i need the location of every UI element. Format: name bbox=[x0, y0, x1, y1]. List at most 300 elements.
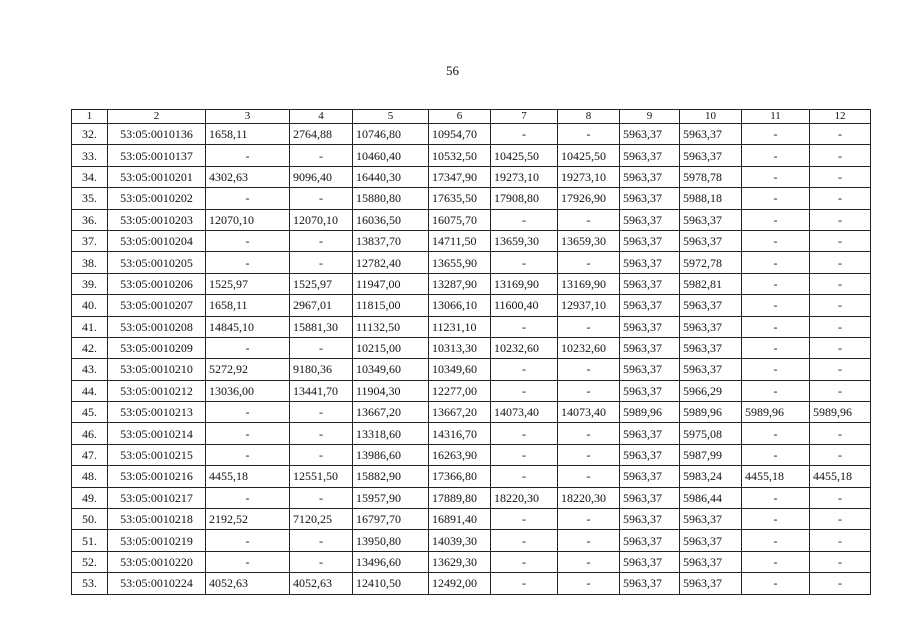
value-cell: 5963,37 bbox=[680, 209, 742, 230]
value-cell: 10215,00 bbox=[353, 337, 429, 358]
value-cell: - bbox=[290, 188, 353, 209]
table-row bbox=[72, 316, 871, 337]
value-cell: - bbox=[810, 295, 871, 316]
value-cell: 11904,30 bbox=[353, 380, 429, 401]
table-row bbox=[72, 380, 871, 401]
value-cell: 5963,37 bbox=[620, 423, 680, 444]
value-cell: 5963,37 bbox=[680, 551, 742, 572]
table-row bbox=[72, 402, 871, 423]
value-cell: 16891,40 bbox=[429, 509, 491, 530]
value-cell: 10232,60 bbox=[558, 337, 620, 358]
data-table bbox=[71, 109, 871, 595]
page-number: 56 bbox=[446, 63, 459, 78]
value-cell: - bbox=[206, 402, 290, 423]
value-cell: 11231,10 bbox=[429, 316, 491, 337]
value-cell: 5963,37 bbox=[620, 573, 680, 594]
value-cell: 10460,40 bbox=[353, 145, 429, 166]
cadastral-number-cell: 53:05:0010216 bbox=[108, 466, 206, 487]
table-row bbox=[72, 230, 871, 251]
row-number-cell: 46. bbox=[72, 423, 108, 444]
value-cell: - bbox=[742, 295, 810, 316]
value-cell: - bbox=[558, 380, 620, 401]
cadastral-number-cell: 53:05:0010210 bbox=[108, 359, 206, 380]
value-cell: - bbox=[810, 252, 871, 273]
value-cell: - bbox=[491, 551, 558, 572]
value-cell: 17908,80 bbox=[491, 188, 558, 209]
value-cell: - bbox=[558, 423, 620, 444]
table-header-row bbox=[72, 110, 871, 124]
table-row bbox=[72, 487, 871, 508]
value-cell: 10425,50 bbox=[491, 145, 558, 166]
value-cell: 10954,70 bbox=[429, 124, 491, 145]
value-cell: 5986,44 bbox=[680, 487, 742, 508]
value-cell: 5963,37 bbox=[680, 509, 742, 530]
table-row bbox=[72, 188, 871, 209]
value-cell: 12551,50 bbox=[290, 466, 353, 487]
value-cell: - bbox=[742, 359, 810, 380]
table-row bbox=[72, 273, 871, 294]
value-cell: 12492,00 bbox=[429, 573, 491, 594]
value-cell: 15882,90 bbox=[353, 466, 429, 487]
value-cell: 5963,37 bbox=[620, 509, 680, 530]
row-number-cell: 48. bbox=[72, 466, 108, 487]
value-cell: 13667,20 bbox=[429, 402, 491, 423]
value-cell: - bbox=[558, 466, 620, 487]
value-cell: - bbox=[742, 444, 810, 465]
cadastral-number-cell: 53:05:0010202 bbox=[108, 188, 206, 209]
value-cell: - bbox=[742, 530, 810, 551]
value-cell: 17635,50 bbox=[429, 188, 491, 209]
value-cell: - bbox=[742, 380, 810, 401]
column-header: 1 bbox=[72, 110, 108, 124]
value-cell: 11947,00 bbox=[353, 273, 429, 294]
value-cell: - bbox=[206, 252, 290, 273]
value-cell: - bbox=[206, 530, 290, 551]
table-row bbox=[72, 124, 871, 145]
value-cell: - bbox=[491, 509, 558, 530]
row-number-cell: 50. bbox=[72, 509, 108, 530]
cadastral-number-cell: 53:05:0010213 bbox=[108, 402, 206, 423]
column-header: 9 bbox=[620, 110, 680, 124]
column-header: 7 bbox=[491, 110, 558, 124]
value-cell: 5963,37 bbox=[620, 466, 680, 487]
value-cell: 18220,30 bbox=[491, 487, 558, 508]
value-cell: 13169,90 bbox=[491, 273, 558, 294]
value-cell: 5963,37 bbox=[680, 573, 742, 594]
value-cell: - bbox=[742, 188, 810, 209]
value-cell: 10349,60 bbox=[429, 359, 491, 380]
value-cell: - bbox=[558, 359, 620, 380]
value-cell: 5972,78 bbox=[680, 252, 742, 273]
cadastral-number-cell: 53:05:0010205 bbox=[108, 252, 206, 273]
value-cell: 7120,25 bbox=[290, 509, 353, 530]
value-cell: - bbox=[810, 487, 871, 508]
value-cell: - bbox=[206, 337, 290, 358]
value-cell: 12410,50 bbox=[353, 573, 429, 594]
value-cell: 13496,60 bbox=[353, 551, 429, 572]
value-cell: - bbox=[742, 337, 810, 358]
value-cell: 1658,11 bbox=[206, 295, 290, 316]
value-cell: - bbox=[290, 402, 353, 423]
value-cell: 5963,37 bbox=[620, 209, 680, 230]
row-number-cell: 52. bbox=[72, 551, 108, 572]
value-cell: - bbox=[206, 487, 290, 508]
value-cell: 5963,37 bbox=[620, 444, 680, 465]
value-cell: - bbox=[206, 230, 290, 251]
cadastral-number-cell: 53:05:0010215 bbox=[108, 444, 206, 465]
row-number-cell: 45. bbox=[72, 402, 108, 423]
value-cell: - bbox=[206, 551, 290, 572]
value-cell: 14039,30 bbox=[429, 530, 491, 551]
value-cell: 17926,90 bbox=[558, 188, 620, 209]
value-cell: - bbox=[290, 530, 353, 551]
value-cell: 12070,10 bbox=[290, 209, 353, 230]
value-cell: - bbox=[558, 530, 620, 551]
column-header: 2 bbox=[108, 110, 206, 124]
cadastral-number-cell: 53:05:0010220 bbox=[108, 551, 206, 572]
value-cell: - bbox=[558, 209, 620, 230]
value-cell: 16036,50 bbox=[353, 209, 429, 230]
value-cell: - bbox=[810, 380, 871, 401]
value-cell: - bbox=[742, 252, 810, 273]
cadastral-number-cell: 53:05:0010219 bbox=[108, 530, 206, 551]
value-cell: 17889,80 bbox=[429, 487, 491, 508]
value-cell: 13629,30 bbox=[429, 551, 491, 572]
value-cell: 5963,37 bbox=[680, 145, 742, 166]
value-cell: 14845,10 bbox=[206, 316, 290, 337]
value-cell: 14073,40 bbox=[491, 402, 558, 423]
row-number-cell: 34. bbox=[72, 166, 108, 187]
value-cell: 15881,30 bbox=[290, 316, 353, 337]
value-cell: 5963,37 bbox=[680, 316, 742, 337]
value-cell: 9096,40 bbox=[290, 166, 353, 187]
value-cell: 12782,40 bbox=[353, 252, 429, 273]
value-cell: - bbox=[491, 209, 558, 230]
value-cell: 5978,78 bbox=[680, 166, 742, 187]
value-cell: 5963,37 bbox=[620, 124, 680, 145]
column-header: 6 bbox=[429, 110, 491, 124]
value-cell: - bbox=[206, 444, 290, 465]
value-cell: - bbox=[810, 273, 871, 294]
value-cell: - bbox=[491, 252, 558, 273]
value-cell: 5963,37 bbox=[680, 337, 742, 358]
value-cell: 5963,37 bbox=[620, 166, 680, 187]
value-cell: - bbox=[810, 145, 871, 166]
table-row bbox=[72, 551, 871, 572]
value-cell: - bbox=[290, 551, 353, 572]
value-cell: 13169,90 bbox=[558, 273, 620, 294]
value-cell: 5987,99 bbox=[680, 444, 742, 465]
value-cell: 10425,50 bbox=[558, 145, 620, 166]
value-cell: 11600,40 bbox=[491, 295, 558, 316]
cadastral-number-cell: 53:05:0010212 bbox=[108, 380, 206, 401]
value-cell: 5989,96 bbox=[680, 402, 742, 423]
value-cell: 14073,40 bbox=[558, 402, 620, 423]
value-cell: 15957,90 bbox=[353, 487, 429, 508]
cadastral-number-cell: 53:05:0010204 bbox=[108, 230, 206, 251]
value-cell: - bbox=[810, 230, 871, 251]
value-cell: 5982,81 bbox=[680, 273, 742, 294]
table-row bbox=[72, 145, 871, 166]
value-cell: 10313,30 bbox=[429, 337, 491, 358]
value-cell: - bbox=[810, 359, 871, 380]
value-cell: 5963,37 bbox=[620, 551, 680, 572]
value-cell: - bbox=[810, 124, 871, 145]
value-cell: - bbox=[491, 423, 558, 444]
row-number-cell: 51. bbox=[72, 530, 108, 551]
value-cell: - bbox=[742, 145, 810, 166]
value-cell: 13287,90 bbox=[429, 273, 491, 294]
value-cell: 17347,90 bbox=[429, 166, 491, 187]
value-cell: - bbox=[491, 530, 558, 551]
value-cell: - bbox=[810, 573, 871, 594]
column-header: 11 bbox=[742, 110, 810, 124]
value-cell: - bbox=[742, 209, 810, 230]
value-cell: - bbox=[491, 124, 558, 145]
value-cell: 16075,70 bbox=[429, 209, 491, 230]
column-header: 4 bbox=[290, 110, 353, 124]
value-cell: 9180,36 bbox=[290, 359, 353, 380]
value-cell: 13066,10 bbox=[429, 295, 491, 316]
value-cell: 2967,01 bbox=[290, 295, 353, 316]
column-header: 3 bbox=[206, 110, 290, 124]
value-cell: - bbox=[558, 252, 620, 273]
value-cell: 13659,30 bbox=[558, 230, 620, 251]
column-header: 5 bbox=[353, 110, 429, 124]
value-cell: 16440,30 bbox=[353, 166, 429, 187]
row-number-cell: 42. bbox=[72, 337, 108, 358]
value-cell: - bbox=[206, 188, 290, 209]
row-number-cell: 38. bbox=[72, 252, 108, 273]
row-number-cell: 43. bbox=[72, 359, 108, 380]
table-row bbox=[72, 466, 871, 487]
value-cell: 5963,37 bbox=[680, 124, 742, 145]
cadastral-number-cell: 53:05:0010208 bbox=[108, 316, 206, 337]
value-cell: - bbox=[742, 230, 810, 251]
value-cell: - bbox=[491, 573, 558, 594]
value-cell: - bbox=[742, 124, 810, 145]
row-number-cell: 47. bbox=[72, 444, 108, 465]
value-cell: - bbox=[491, 466, 558, 487]
value-cell: - bbox=[810, 166, 871, 187]
value-cell: 5963,37 bbox=[680, 230, 742, 251]
value-cell: - bbox=[742, 509, 810, 530]
value-cell: - bbox=[810, 444, 871, 465]
value-cell: 5975,08 bbox=[680, 423, 742, 444]
table-row bbox=[72, 444, 871, 465]
value-cell: 5989,96 bbox=[620, 402, 680, 423]
value-cell: 5963,37 bbox=[620, 316, 680, 337]
value-cell: 10232,60 bbox=[491, 337, 558, 358]
value-cell: 4455,18 bbox=[810, 466, 871, 487]
value-cell: 5989,96 bbox=[810, 402, 871, 423]
value-cell: 5963,37 bbox=[620, 188, 680, 209]
cadastral-number-cell: 53:05:0010224 bbox=[108, 573, 206, 594]
value-cell: 4052,63 bbox=[290, 573, 353, 594]
value-cell: - bbox=[290, 252, 353, 273]
row-number-cell: 53. bbox=[72, 573, 108, 594]
value-cell: - bbox=[742, 573, 810, 594]
value-cell: - bbox=[290, 423, 353, 444]
value-cell: 13318,60 bbox=[353, 423, 429, 444]
value-cell: 13441,70 bbox=[290, 380, 353, 401]
value-cell: 15880,80 bbox=[353, 188, 429, 209]
row-number-cell: 41. bbox=[72, 316, 108, 337]
value-cell: - bbox=[810, 509, 871, 530]
value-cell: 16263,90 bbox=[429, 444, 491, 465]
value-cell: 13950,80 bbox=[353, 530, 429, 551]
cadastral-number-cell: 53:05:0010218 bbox=[108, 509, 206, 530]
value-cell: - bbox=[491, 359, 558, 380]
value-cell: 2192,52 bbox=[206, 509, 290, 530]
value-cell: - bbox=[810, 530, 871, 551]
value-cell: - bbox=[558, 444, 620, 465]
value-cell: 14316,70 bbox=[429, 423, 491, 444]
value-cell: 5963,37 bbox=[620, 295, 680, 316]
value-cell: 19273,10 bbox=[558, 166, 620, 187]
value-cell: 1525,97 bbox=[206, 273, 290, 294]
value-cell: 4302,63 bbox=[206, 166, 290, 187]
value-cell: 18220,30 bbox=[558, 487, 620, 508]
value-cell: 5963,37 bbox=[620, 337, 680, 358]
column-header: 8 bbox=[558, 110, 620, 124]
value-cell: 12070,10 bbox=[206, 209, 290, 230]
cadastral-number-cell: 53:05:0010214 bbox=[108, 423, 206, 444]
value-cell: 2764,88 bbox=[290, 124, 353, 145]
value-cell: - bbox=[290, 230, 353, 251]
value-cell: 11132,50 bbox=[353, 316, 429, 337]
value-cell: - bbox=[742, 273, 810, 294]
value-cell: 4052,63 bbox=[206, 573, 290, 594]
value-cell: 13036,00 bbox=[206, 380, 290, 401]
column-header: 10 bbox=[680, 110, 742, 124]
value-cell: - bbox=[742, 166, 810, 187]
value-cell: - bbox=[810, 551, 871, 572]
value-cell: 1525,97 bbox=[290, 273, 353, 294]
value-cell: - bbox=[742, 487, 810, 508]
table-row bbox=[72, 295, 871, 316]
table-row bbox=[72, 359, 871, 380]
value-cell: - bbox=[810, 316, 871, 337]
value-cell: - bbox=[206, 145, 290, 166]
row-number-cell: 35. bbox=[72, 188, 108, 209]
value-cell: 16797,70 bbox=[353, 509, 429, 530]
column-header: 12 bbox=[810, 110, 871, 124]
value-cell: - bbox=[558, 573, 620, 594]
value-cell: 4455,18 bbox=[206, 466, 290, 487]
value-cell: - bbox=[810, 423, 871, 444]
value-cell: 17366,80 bbox=[429, 466, 491, 487]
value-cell: - bbox=[290, 487, 353, 508]
value-cell: - bbox=[491, 380, 558, 401]
value-cell: 5989,96 bbox=[742, 402, 810, 423]
row-number-cell: 33. bbox=[72, 145, 108, 166]
row-number-cell: 32. bbox=[72, 124, 108, 145]
cadastral-number-cell: 53:05:0010209 bbox=[108, 337, 206, 358]
value-cell: - bbox=[206, 423, 290, 444]
row-number-cell: 44. bbox=[72, 380, 108, 401]
row-number-cell: 36. bbox=[72, 209, 108, 230]
value-cell: 5963,37 bbox=[620, 380, 680, 401]
row-number-cell: 40. bbox=[72, 295, 108, 316]
value-cell: 5983,24 bbox=[680, 466, 742, 487]
value-cell: - bbox=[742, 316, 810, 337]
value-cell: 13837,70 bbox=[353, 230, 429, 251]
cadastral-number-cell: 53:05:0010206 bbox=[108, 273, 206, 294]
value-cell: - bbox=[491, 316, 558, 337]
table-row bbox=[72, 209, 871, 230]
value-cell: - bbox=[742, 423, 810, 444]
value-cell: 11815,00 bbox=[353, 295, 429, 316]
table-row bbox=[72, 252, 871, 273]
cadastral-number-cell: 53:05:0010207 bbox=[108, 295, 206, 316]
cadastral-number-cell: 53:05:0010201 bbox=[108, 166, 206, 187]
value-cell: 5963,37 bbox=[680, 359, 742, 380]
value-cell: 5966,29 bbox=[680, 380, 742, 401]
value-cell: 5963,37 bbox=[620, 487, 680, 508]
value-cell: 5988,18 bbox=[680, 188, 742, 209]
value-cell: - bbox=[290, 337, 353, 358]
row-number-cell: 37. bbox=[72, 230, 108, 251]
value-cell: 13667,20 bbox=[353, 402, 429, 423]
value-cell: - bbox=[558, 124, 620, 145]
row-number-cell: 49. bbox=[72, 487, 108, 508]
value-cell: 12277,00 bbox=[429, 380, 491, 401]
row-number-cell: 39. bbox=[72, 273, 108, 294]
value-cell: 5963,37 bbox=[680, 295, 742, 316]
table-row bbox=[72, 573, 871, 594]
value-cell: 5963,37 bbox=[620, 230, 680, 251]
value-cell: 5272,92 bbox=[206, 359, 290, 380]
value-cell: - bbox=[558, 509, 620, 530]
table-row bbox=[72, 166, 871, 187]
value-cell: 5963,37 bbox=[680, 530, 742, 551]
value-cell: - bbox=[290, 444, 353, 465]
value-cell: 13986,60 bbox=[353, 444, 429, 465]
cadastral-number-cell: 53:05:0010217 bbox=[108, 487, 206, 508]
table-row bbox=[72, 337, 871, 358]
value-cell: 5963,37 bbox=[620, 530, 680, 551]
value-cell: 10349,60 bbox=[353, 359, 429, 380]
value-cell: 13659,30 bbox=[491, 230, 558, 251]
cadastral-number-cell: 53:05:0010136 bbox=[108, 124, 206, 145]
value-cell: 10746,80 bbox=[353, 124, 429, 145]
table-row bbox=[72, 423, 871, 444]
cadastral-number-cell: 53:05:0010137 bbox=[108, 145, 206, 166]
value-cell: 1658,11 bbox=[206, 124, 290, 145]
value-cell: 19273,10 bbox=[491, 166, 558, 187]
table-row bbox=[72, 509, 871, 530]
value-cell: 5963,37 bbox=[620, 145, 680, 166]
value-cell: 5963,37 bbox=[620, 273, 680, 294]
value-cell: 10532,50 bbox=[429, 145, 491, 166]
value-cell: - bbox=[290, 145, 353, 166]
value-cell: 12937,10 bbox=[558, 295, 620, 316]
value-cell: 5963,37 bbox=[620, 252, 680, 273]
value-cell: - bbox=[742, 551, 810, 572]
value-cell: - bbox=[491, 444, 558, 465]
value-cell: - bbox=[810, 209, 871, 230]
value-cell: - bbox=[558, 316, 620, 337]
cadastral-number-cell: 53:05:0010203 bbox=[108, 209, 206, 230]
value-cell: - bbox=[810, 337, 871, 358]
value-cell: 14711,50 bbox=[429, 230, 491, 251]
value-cell: 4455,18 bbox=[742, 466, 810, 487]
value-cell: - bbox=[810, 188, 871, 209]
value-cell: - bbox=[558, 551, 620, 572]
value-cell: 5963,37 bbox=[620, 359, 680, 380]
value-cell: 13655,90 bbox=[429, 252, 491, 273]
